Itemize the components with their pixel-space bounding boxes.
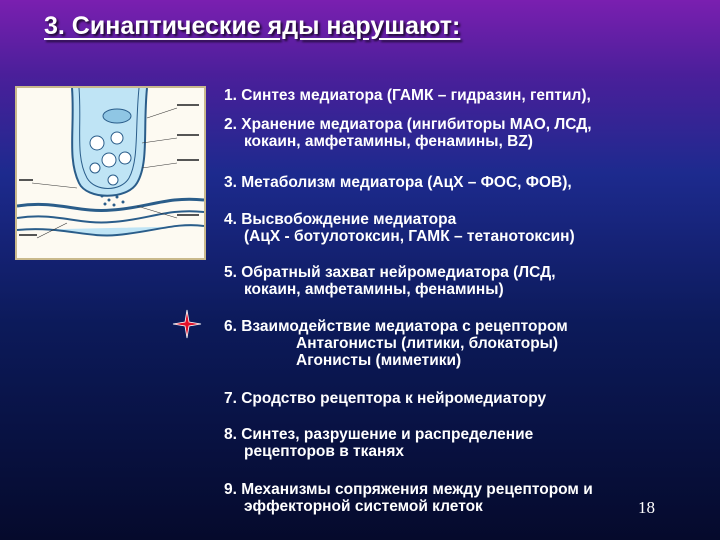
list-item: 9. Механизмы сопряжения между рецептором и эффекторной системой клеток <box>224 481 593 515</box>
list-item: 8. Синтез, разрушение и распределение рецепторов в тканях <box>224 426 534 460</box>
slide-title: 3. Синаптические яды нарушают: <box>44 12 461 40</box>
synapse-diagram <box>15 86 206 260</box>
page-number: 18 <box>638 498 655 517</box>
list-item: 3. Метаболизм медиатора (АцХ – ФОС, ФОВ), <box>224 174 572 191</box>
list-item: 6. Взаимодействие медиатора с рецептором Антагонисты (литики, блокаторы) Агонисты (миметики) <box>224 318 568 369</box>
list-item: 1. Синтез медиатора (ГАМК – гидразин, гептил), <box>224 87 591 104</box>
list-item: 5. Обратный захват нейромедиатора (ЛСД, кокаин, амфетамины, фенамины) <box>224 264 556 298</box>
list-item: 2. Хранение медиатора (ингибиторы МАО, ЛСД, кокаин, амфетамины, фенамины, BZ) <box>224 116 592 150</box>
list-item: 7. Сродство рецептора к нейромедиатору <box>224 390 547 407</box>
star-marker-icon <box>172 309 202 339</box>
list-item: 4. Высвобождение медиатора (АцХ - ботулотоксин, ГАМК – тетанотоксин) <box>224 211 575 245</box>
